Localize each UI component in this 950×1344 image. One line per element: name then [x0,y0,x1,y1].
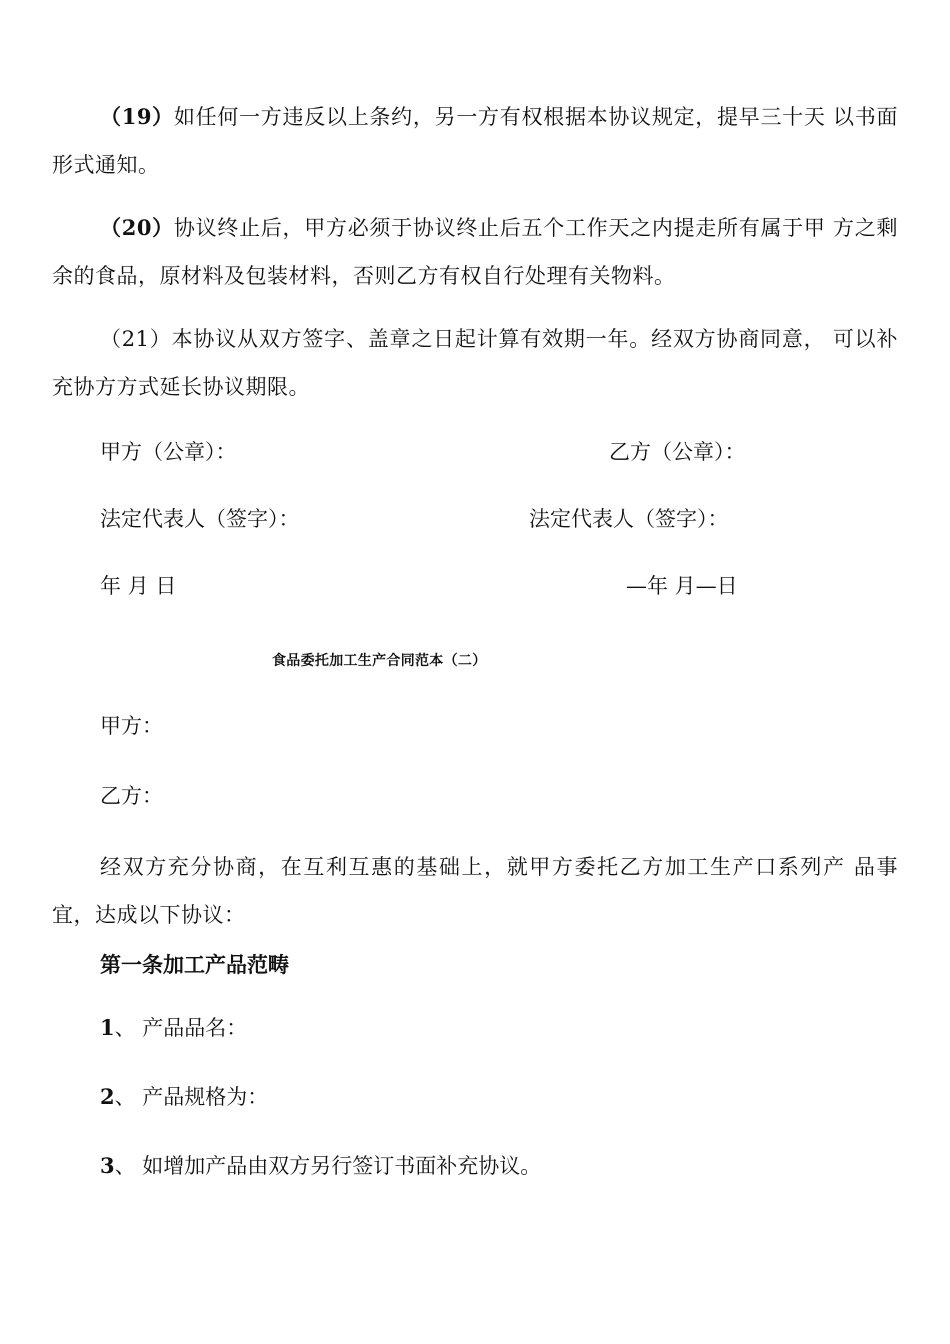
clause-text: 本协议从双方签字、盖章之日起计算有效期一年。经双方协商同意， 可以补充协方方式延长协议期限。 [52,327,898,399]
party-a-seal-label: 甲方（公章）： [100,440,237,464]
party-b-representative-label: 法定代表人（签字）： [529,507,729,531]
party-b-date-label: —年 月—日 [626,574,738,598]
party-b-seal-label: 乙方（公章）： [609,440,746,464]
clause-number: （20） [100,215,174,240]
article-1-heading: 第一条加工产品范畴 [100,952,289,977]
party-a-representative-label: 法定代表人（签字）： [100,507,300,531]
clause-number: （19） [100,104,174,129]
item-text: 、 产品规格为： [114,1085,269,1109]
list-item [100,1013,247,1043]
party-a-label: 甲方： [100,714,163,738]
contract-intro: 经双方充分协商，在互利互惠的基础上，就甲方委托乙方加工生产口系列产 品事宜，达成以下协议： [52,855,898,927]
item-text: 、 产品品名： [114,1016,248,1040]
item-text: 、 如增加产品由双方另行签订书面补充协议。 [114,1154,542,1178]
clause-text: 协议终止后，甲方必须于协议终止后五个工作天之内提走所有属于甲 方之剩余的食品，原材料及包装材料，否则乙方有权自行处理有关物料。 [52,216,898,288]
clause-number: （21） [100,327,172,351]
list-item [100,1082,268,1112]
list-item [100,1151,541,1181]
item-number: 2 [100,1084,115,1109]
clause-20 [52,204,898,300]
item-number: 3 [100,1153,115,1178]
item-number: 1 [100,1015,115,1040]
contract-title: 食品委托加工生产合同范本（二） [272,653,487,669]
party-a-date-label: 年 月 日 [100,574,177,598]
party-b-label: 乙方： [100,784,163,808]
clause-19 [52,93,898,189]
clause-text: 如任何一方违反以上条约，另一方有权根据本协议规定，提早三十天 以书面形式通知。 [52,105,898,177]
clause-21 [52,315,898,411]
